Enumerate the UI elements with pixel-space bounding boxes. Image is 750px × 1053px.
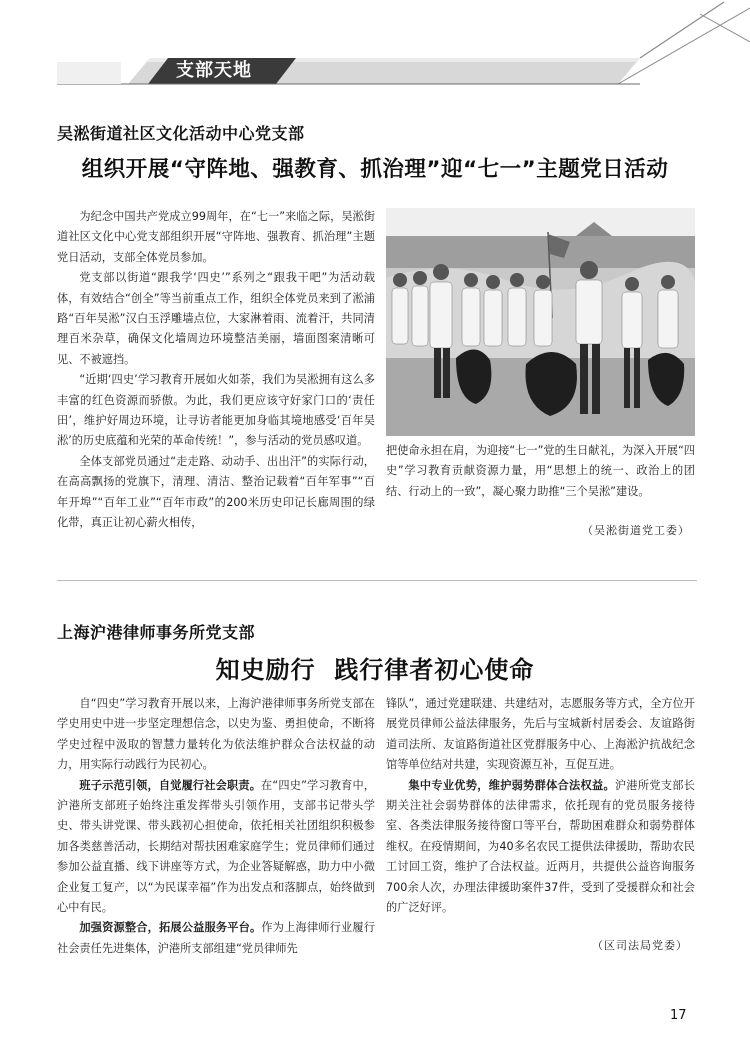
paragraph-text: 在“四史”学习教育中，沪港所支部班子始终注重发挥带头引领作用，支部书记带头学史、带头讲党课、带头践初心担使命，依托相关社团组织积极参加各类慈善活动，长期结对帮扶困难家庭学生；党员律师们通过参加公益直播、线下讲座等方式，为企业答疑解惑，助力中小微企业复工复产，以“为民谋幸福”作为出发点和落脚点，始终做到心中有民。 — [57, 778, 375, 915]
article1-paragraph: 为纪念中国共产党成立99周年，在“七一”来临之际，吴淞街道社区文化中心党支部组织开展“守阵地、强教育、抓治理”主题党日活动，支部全体党员参加。 — [57, 210, 375, 264]
article1-paragraph: “近期‘四史’学习教育开展如火如荼，我们为吴淞拥有这么多丰富的红色资源而骄傲。为此，我们更应该守好家门口的‘责任田’，维护好周边环境，让寻访者能更加身临其境地感受‘百年吴淞’的历史底蕴和光荣的革命传统！”，参与活动的党员感叹道。 — [57, 373, 375, 448]
activity-photo — [386, 208, 695, 436]
article2-unit: 上海沪港律师事务所党支部 — [57, 623, 256, 642]
article2-title: 知史励行 践行律者初心使命 — [215, 656, 535, 684]
article2-paragraph — [57, 694, 375, 776]
paragraph-text: 作为上海律师行业履行社会责任先进集体，沪港所支部组建“党员律师先 — [57, 921, 375, 955]
article2-paragraph — [57, 918, 375, 959]
header-banner — [0, 0, 750, 100]
page-number: 17 — [670, 1008, 687, 1023]
article1-paragraph: 全体支部党员通过“走走路、动动手、出出汗”的实际行动，在高高飘扬的党旗下，清理、清洁、整治记载着“百年军事”“百年开埠”“百年工业”“百年市政”的200米历史印记长廊周围的绿化带，真正让初心薪火相传， — [57, 454, 375, 530]
article1-body-left — [57, 207, 375, 534]
paragraph-lead: 班子示范引领，自觉履行社会职责。 — [79, 778, 262, 792]
paragraph-text: 沪港所党支部长期关注社会弱势群体的法律需求，依托现有的党员服务接待室、各类法律服务接待窗口等平台，帮助困难群众和弱势群体维权。在疫情期间，为40多名农民工提供法律援助，帮助农民工讨回工资，维护了合法权益。近两月，共提供公益咨询服务700余人次，办理法律援助案件37件，受到了受援群众和社会的广泛好评。 — [386, 778, 695, 915]
paragraph-lead: 加强资源整合，拓展公益服务平台。 — [79, 921, 262, 935]
paragraph-lead: 集中专业优势，维护弱势群体合法权益。 — [408, 778, 615, 792]
article1-unit: 吴淞街道社区文化活动中心党支部 — [57, 124, 305, 143]
article2-body-left — [57, 694, 375, 959]
paragraph-text: 自“四史”学习教育开展以来，上海沪港律师事务所党支部在学史用史中进一步坚定理想信念，以史为鉴、勇担使命，不断将学史过程中汲取的智慧力量转化为依法维护群众合法权益的动力，用实际行动践行为民初心。 — [57, 697, 375, 772]
article1-paragraph: 党支部以街道“跟我学‘四史’”系列之“跟我干吧”为活动载体，有效结合“创全”等当前重点工作，组织全体党员来到了淞浦路“百年吴淞”汉白玉浮雕墙点位，大家淋着雨、流着汗，共同清理百米杂草，确保文化墙周边环境整洁美丽，墙面图案清晰可见、不被遮挡。 — [57, 271, 375, 366]
article1-body-right — [386, 441, 695, 502]
article1-signature: （吴淞街道党工委） — [582, 524, 690, 537]
article2-signature: （区司法局党委） — [592, 939, 688, 952]
photo-volunteers-cleanup — [386, 208, 695, 436]
article-divider — [57, 580, 697, 581]
paragraph-text: 锋队”，通过党建联建、共建结对，志愿服务等方式，全方位开展党员律师公益法律服务，先后与宝城新村居委会、友谊路街道司法所、友谊路街道社区党群服务中心、上海淞沪抗战纪念馆等单位结对共建，实现资源互补，互促互进。 — [386, 697, 695, 772]
section-tag: 支部天地 — [176, 60, 252, 81]
article1-continuation: 把使命永担在肩，为迎接“七一”党的生日献礼，为深入开展“四史”学习教育贡献资源力量，用“思想上的统一、政治上的团结、行动上的一致”，凝心聚力助推“三个吴淞”建设。 — [386, 444, 695, 498]
article1-title: 组织开展“守阵地、强教育、抓治理”迎“七一”主题党日活动 — [81, 157, 669, 182]
article2-body-right — [386, 694, 695, 918]
article2-paragraph — [386, 694, 695, 776]
article2-paragraph — [57, 776, 375, 919]
article2-paragraph — [386, 776, 695, 919]
